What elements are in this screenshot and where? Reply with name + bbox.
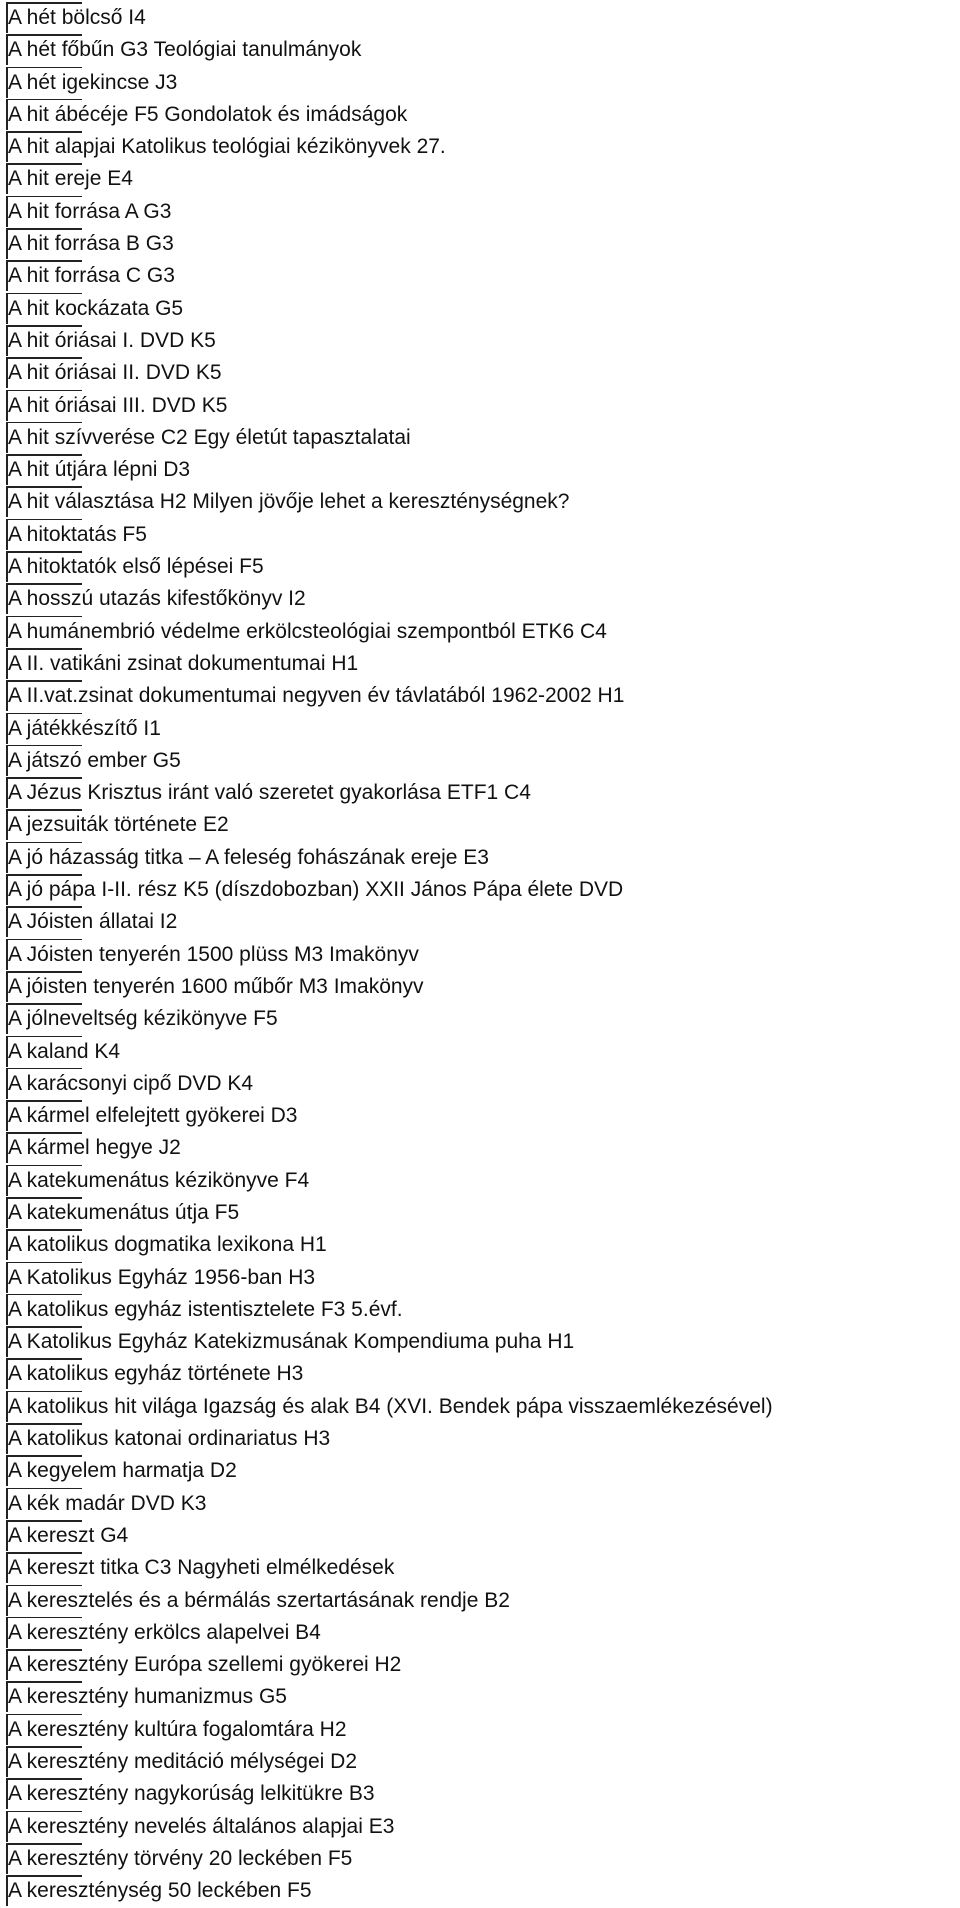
list-item-text: A hit ereje E4 <box>8 167 133 191</box>
list-item <box>8 1714 958 1746</box>
list-item-text: A hit ábécéje F5 Gondolatok és imádságok <box>8 102 408 126</box>
list-item <box>8 745 958 777</box>
list-item <box>8 1003 958 1035</box>
list-item <box>8 196 958 228</box>
list-item <box>8 1229 958 1261</box>
list-item-text: A hitoktatás F5 <box>8 522 147 546</box>
list-item-text: A hit szívverése C2 Egy életút tapasztalatai <box>8 425 411 449</box>
list-item <box>8 131 958 163</box>
list-item-text: A hit forrása C G3 <box>8 264 175 288</box>
list-item-text: A jó pápa I-II. rész K5 (díszdobozban) XXII János Pápa élete DVD <box>8 878 624 902</box>
list-item-text: A hit óriásai III. DVD K5 <box>8 393 228 417</box>
list-item-text: A hit útjára lépni D3 <box>8 458 191 482</box>
list-item <box>8 777 958 809</box>
list-item <box>8 325 958 357</box>
list-item <box>8 228 958 260</box>
list-item <box>8 713 958 745</box>
list-item-text: A jó házasság titka – A feleség fohászának ereje E3 <box>8 845 489 869</box>
list-item-text: A keresztény erkölcs alapelvei B4 <box>8 1620 321 1644</box>
list-item <box>8 1455 958 1487</box>
list-item <box>8 616 958 648</box>
list-item-text: A keresztény nevelés általános alapjai E3 <box>8 1814 395 1838</box>
list-item <box>8 1326 958 1358</box>
list-item-text: A Katolikus Egyház Katekizmusának Kompendiuma puha H1 <box>8 1330 575 1354</box>
list-item-text: A hit forrása A G3 <box>8 199 172 223</box>
list-item <box>8 422 958 454</box>
list-item <box>8 34 958 66</box>
list-item <box>8 1681 958 1713</box>
list-item-text: A hitoktatók első lépései F5 <box>8 555 264 579</box>
list-item-text: A kék madár DVD K3 <box>8 1491 207 1515</box>
list-item-text: A hét bölcső I4 <box>8 6 146 29</box>
list-item-text: A Jóisten állatai I2 <box>8 910 178 934</box>
list-item <box>8 260 958 292</box>
list-item-text: A kármel elfelejtett gyökerei D3 <box>8 1104 298 1128</box>
list-item <box>8 1197 958 1229</box>
list-item-text: A jólneveltség kézikönyve F5 <box>8 1007 278 1031</box>
list-item-text: A katekumenátus kézikönyve F4 <box>8 1168 310 1192</box>
list-item-text: A hosszú utazás kifestőkönyv I2 <box>8 587 306 611</box>
list-item <box>8 874 958 906</box>
title-list <box>8 2 958 1908</box>
list-item-text: A kaland K4 <box>8 1039 121 1063</box>
list-item <box>8 67 958 99</box>
list-item-text: A Katolikus Egyház 1956-ban H3 <box>8 1265 316 1289</box>
list-item-text: A katolikus egyház története H3 <box>8 1362 304 1386</box>
list-item-text: A kereszténység 50 leckében F5 <box>8 1879 312 1903</box>
list-item <box>8 163 958 195</box>
list-item <box>8 1649 958 1681</box>
list-item <box>8 939 958 971</box>
list-item <box>8 551 958 583</box>
list-item-text: A Jézus Krisztus iránt való szeretet gyakorlása ETF1 C4 <box>8 781 531 805</box>
list-item <box>8 486 958 518</box>
list-item <box>8 1585 958 1617</box>
list-item <box>8 293 958 325</box>
list-item-text: A kegyelem harmatja D2 <box>8 1459 237 1483</box>
list-item-text: A keresztelés és a bérmálás szertartásának rendje B2 <box>8 1588 510 1612</box>
list-item-text: A karácsonyi cipő DVD K4 <box>8 1071 254 1095</box>
list-item <box>8 1746 958 1778</box>
list-item-text: A jezsuiták története E2 <box>8 813 229 837</box>
list-item <box>8 842 958 874</box>
list-item <box>8 519 958 551</box>
list-item <box>8 1358 958 1390</box>
list-item-text: A hét igekincse J3 <box>8 70 178 94</box>
list-item <box>8 1391 958 1423</box>
list-item <box>8 1294 958 1326</box>
list-item-text: A keresztény nagykorúság lelkitükre B3 <box>8 1782 375 1806</box>
list-item-text: A hit kockázata G5 <box>8 296 184 320</box>
list-item-text: A katekumenátus útja F5 <box>8 1200 240 1224</box>
list-item-text: A humánembrió védelme erkölcsteológiai szempontból ETK6 C4 <box>8 619 607 643</box>
list-item-text: A keresztény humanizmus G5 <box>8 1685 287 1709</box>
list-item <box>8 1617 958 1649</box>
list-item-text: A hit alapjai Katolikus teológiai kézikönyvek 27. <box>8 135 446 159</box>
list-item <box>8 971 958 1003</box>
list-item <box>8 1552 958 1584</box>
list-item-text: A keresztény kultúra fogalomtára H2 <box>8 1717 347 1741</box>
list-item <box>8 680 958 712</box>
list-item-text: A hit óriásai I. DVD K5 <box>8 328 216 352</box>
list-item-text: A Jóisten tenyerén 1500 plüss M3 Imakönyv <box>8 942 419 966</box>
list-item-text: A katolikus katonai ordinariatus H3 <box>8 1427 331 1451</box>
list-item <box>8 2 958 34</box>
list-item <box>8 1843 958 1875</box>
list-item <box>8 1811 958 1843</box>
list-item <box>8 1036 958 1068</box>
list-item <box>8 1875 958 1907</box>
list-item-text: A II. vatikáni zsinat dokumentumai H1 <box>8 651 359 675</box>
list-item <box>8 1100 958 1132</box>
list-item <box>8 583 958 615</box>
list-item <box>8 648 958 680</box>
list-item-text: A kereszt G4 <box>8 1523 129 1547</box>
list-item-text: A kármel hegye J2 <box>8 1136 181 1160</box>
list-item <box>8 357 958 389</box>
list-item <box>8 1423 958 1455</box>
list-item <box>8 1262 958 1294</box>
list-item <box>8 390 958 422</box>
list-item-text: A II.vat.zsinat dokumentumai negyven év távlatából 1962-2002 H1 <box>8 684 625 708</box>
list-item-text: A keresztény törvény 20 leckében F5 <box>8 1846 353 1870</box>
list-item-text: A keresztény meditáció mélységei D2 <box>8 1750 357 1774</box>
list-item <box>8 99 958 131</box>
list-item-text: A keresztény Európa szellemi gyökerei H2 <box>8 1653 402 1677</box>
list-item-text: A jóisten tenyerén 1600 műbőr M3 Imakönyv <box>8 974 424 998</box>
list-item <box>8 809 958 841</box>
list-item-text: A katolikus egyház istentisztelete F3 5.évf. <box>8 1297 403 1321</box>
list-item <box>8 1132 958 1164</box>
list-item <box>8 1778 958 1810</box>
list-item-text: A kereszt titka C3 Nagyheti elmélkedések <box>8 1556 395 1580</box>
list-item-text: A hét főbűn G3 Teológiai tanulmányok <box>8 38 362 62</box>
list-item <box>8 1165 958 1197</box>
list-item-text: A katolikus hit világa Igazság és alak B4 (XVI. Bendek pápa visszaemlékezésével) <box>8 1394 773 1418</box>
list-item <box>8 906 958 938</box>
list-item <box>8 454 958 486</box>
list-item-text: A hit óriásai II. DVD K5 <box>8 361 222 385</box>
list-item <box>8 1068 958 1100</box>
list-item-text: A játszó ember G5 <box>8 748 181 772</box>
list-item <box>8 1488 958 1520</box>
list-item <box>8 1520 958 1552</box>
list-item-text: A játékkészítő I1 <box>8 716 161 740</box>
list-item-text: A katolikus dogmatika lexikona H1 <box>8 1233 327 1257</box>
list-item-text: A hit választása H2 Milyen jövője lehet a kereszténységnek? <box>8 490 570 514</box>
list-item-text: A hit forrása B G3 <box>8 232 174 256</box>
